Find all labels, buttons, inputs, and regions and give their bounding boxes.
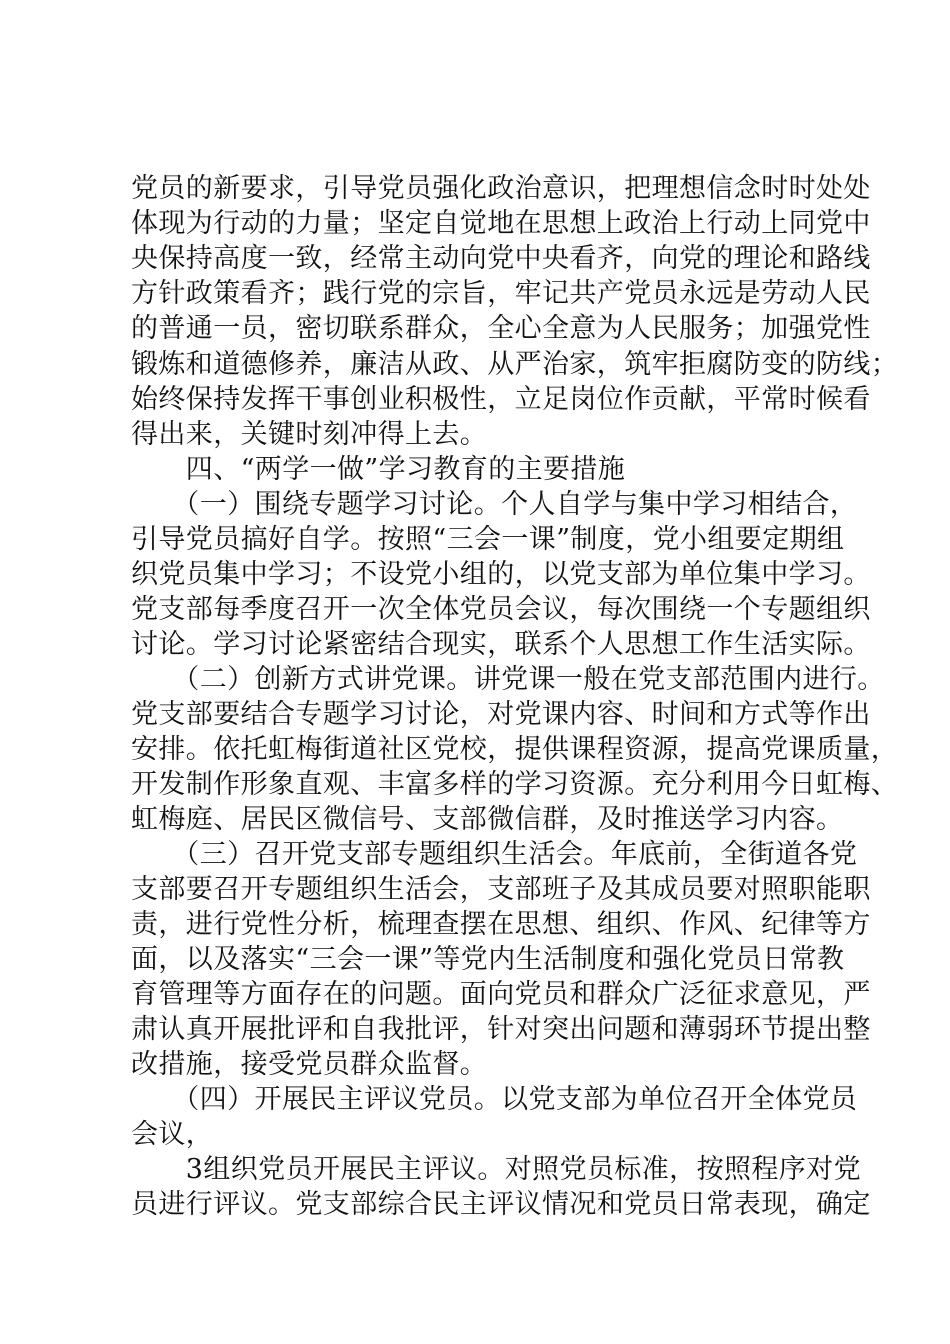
text-line: 3组织党员开展民主评议。对照党员标准，按照程序对党 (131, 1154, 861, 1185)
text-line: （二）创新方式讲党课。讲党课一般在党支部范围内进行。 (131, 664, 885, 695)
text-line: 支部要召开专题组织生活会，支部班子及其成员要对照职能职 (131, 874, 871, 905)
text-line: （四）开展民主评议党员。以党支部为单位召开全体党员 (131, 1084, 858, 1115)
text-line: 锻炼和道德修养，廉洁从政、从严治家，筑牢拒腐防变的防线； (131, 349, 899, 380)
text-line: 体现为行动的力量；坚定自觉地在思想上政治上行动上同党中 (131, 208, 871, 239)
text-line: 会议， (131, 1119, 214, 1150)
text-line: 始终保持发挥干事创业积极性，立足岗位作贡献，平常时候看 (131, 384, 871, 415)
text-line: 开发制作形象直观、丰富多样的学习资源。充分利用今日虹梅、 (131, 769, 899, 800)
text-line: 虹梅庭、居民区微信号、支部微信群，及时推送学习内容。 (131, 804, 844, 835)
text-line: 方针政策看齐；践行党的宗旨，牢记共产党员永远是劳动人民 (131, 278, 871, 309)
text-line: 的普通一员，密切联系群众，全心全意为人民服务；加强党性 (131, 313, 871, 344)
text-line: 安排。依托虹梅街道社区党校，提供课程资源，提高党课质量， (131, 734, 899, 765)
text-line: （一）围绕专题学习讨论。个人自学与集中学习相结合， (131, 489, 858, 520)
text-line: 肃认真开展批评和自我批评，针对突出问题和薄弱环节提出整 (131, 1014, 871, 1045)
text-line: （三）召开党支部专题组织生活会。年底前，全街道各党 (131, 839, 858, 870)
text-line: 面，以及落实“三会一课”等党内生活制度和强化党员日常教 (131, 944, 845, 975)
text-line: 改措施，接受党员群众监督。 (131, 1049, 488, 1080)
section-heading: 四、“两学一做”学习教育的主要措施 (131, 454, 626, 485)
text-line: 责，进行党性分析，梳理查摆在思想、组织、作风、纪律等方 (131, 909, 871, 940)
text-line: 得出来，关键时刻冲得上去。 (131, 419, 488, 450)
text-line: 央保持高度一致，经常主动向党中央看齐，向党的理论和路线 (131, 243, 871, 274)
text-line: 讨论。学习讨论紧密结合现实，联系个人思想工作生活实际。 (131, 629, 871, 660)
text-line: 党支部要结合专题学习讨论，对党课内容、时间和方式等作出 (131, 699, 871, 730)
text-line: 员进行评议。党支部综合民主评议情况和党员日常表现，确定 (131, 1189, 871, 1220)
text-line: 引导党员搞好自学。按照“三会一课”制度，党小组要定期组 (131, 524, 845, 555)
text-line: 育管理等方面存在的问题。面向党员和群众广泛征求意见，严 (131, 979, 871, 1010)
text-line: 党员的新要求，引导党员强化政治意识，把理想信念时时处处 (131, 173, 871, 204)
text-line: 党支部每季度召开一次全体党员会议，每次围绕一个专题组织 (131, 594, 871, 625)
text-line: 织党员集中学习；不设党小组的，以党支部为单位集中学习。 (131, 559, 871, 590)
